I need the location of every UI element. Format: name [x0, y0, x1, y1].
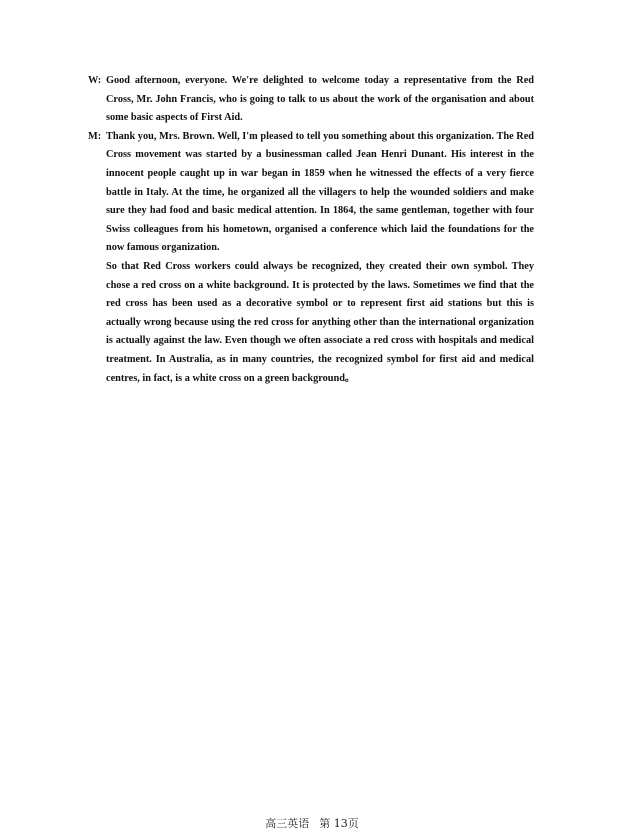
footer-subject: 高三英语 [265, 817, 310, 830]
transcript-paragraph: Good afternoon, everyone. We're delighted to welcome today a representative from the Red Cross, Mr. John Francis, who is going to talk to us about the work of the organisation and about some basic aspects of First Aid. [106, 75, 534, 124]
transcript-entry-woman [88, 72, 534, 128]
transcript [88, 72, 534, 388]
transcript-paragraph: Thank you, Mrs. Brown. Well, I'm pleased to tell you something about this organization. The Red Cross movement was started by a businessman called Jean Henri Dunant. His interest in the innocent people caught up in war began in 1859 when he witnessed the effects of a very fierce battle in Italy. At the time, he organized all the villagers to help the wounded soldiers and make sure they had food and basic medical attention. In 1864, the same gentleman, together with four Swiss colleagues from his hometown, organised a conference which laid the foundations for the now famous organization. [106, 130, 534, 254]
transcript-paragraph: So that Red Cross workers could always be recognized, they created their own symbol. They chose a red cross on a white background. It is protected by the laws. Sometimes we find that the red cross has been used as a decorative symbol or to represent first aid stations but this is actually wrong because using the red cross for anything other than the international organization is actually against the law. Even though we often associate a red cross with hospitals and medical treatment. In Australia, as in many countries, the recognized symbol for first aid and medical centres, in fact, is a white cross on a green background。 [106, 260, 534, 384]
page-footer [0, 815, 624, 831]
footer-page-number: 第 13页 [319, 817, 359, 830]
speaker-label: W: [88, 75, 102, 86]
transcript-entry-man [88, 128, 534, 388]
speaker-label: M: [88, 130, 102, 142]
